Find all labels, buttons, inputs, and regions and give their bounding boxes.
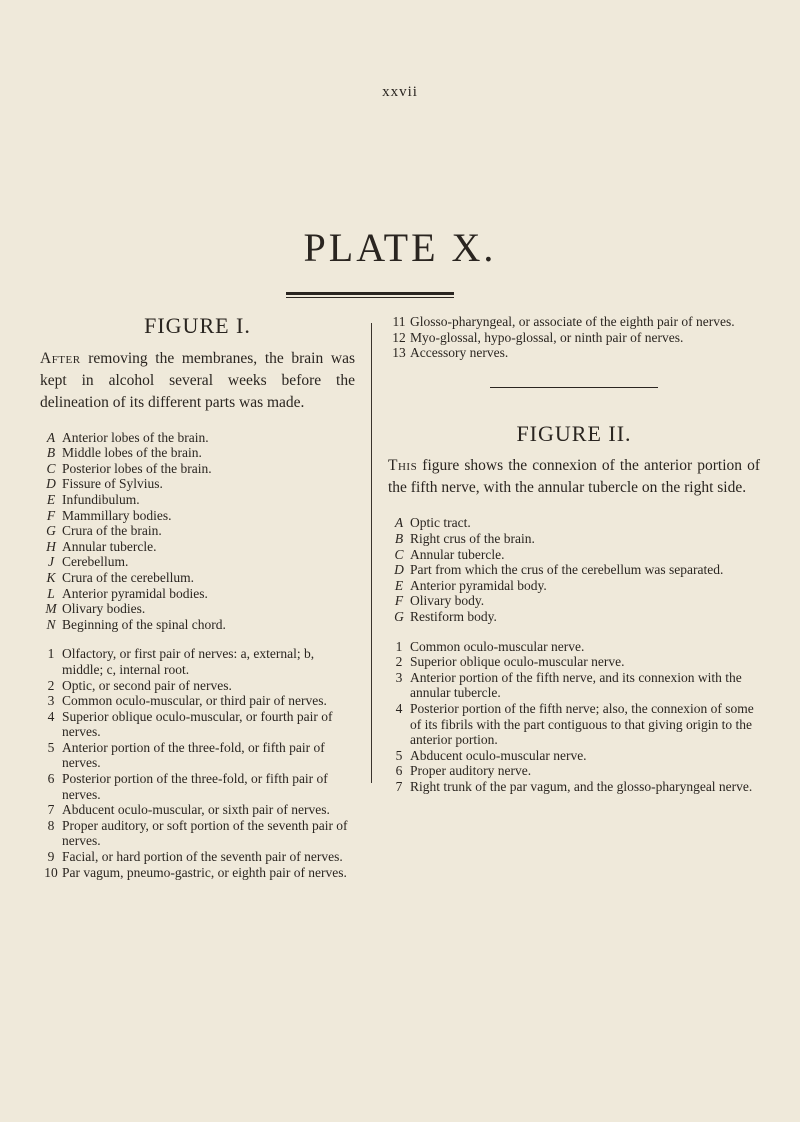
- legend-key: 4: [47, 708, 55, 724]
- legend-key: J: [48, 554, 54, 570]
- figure-2-intro: [388, 455, 760, 499]
- legend-key: G: [394, 608, 404, 624]
- legend-item: [40, 678, 355, 694]
- legend-key: C: [46, 460, 56, 476]
- title-rule-thin: [286, 297, 454, 298]
- legend-key: B: [394, 530, 404, 546]
- legend-key: L: [47, 585, 55, 601]
- legend-text: Anterior portion of the three-fold, or fifth pair of nerves.: [62, 739, 325, 771]
- legend-item: [40, 771, 355, 802]
- legend-key: 12: [392, 329, 406, 345]
- legend-text: Anterior pyramidal bodies.: [62, 585, 208, 601]
- legend-text: Olivary bodies.: [62, 601, 146, 617]
- legend-item: [40, 492, 355, 508]
- figure-1-heading: FIGURE I.: [144, 313, 251, 338]
- column-divider: [371, 323, 372, 783]
- legend-key: E: [46, 491, 56, 507]
- legend-item: [40, 554, 355, 570]
- figure-1-intro: [40, 348, 355, 414]
- legend-item: [40, 709, 355, 740]
- legend-text: Olivary body.: [410, 593, 485, 609]
- legend-item: [40, 539, 355, 555]
- legend-item: [40, 865, 355, 881]
- legend-key: 2: [395, 654, 403, 670]
- legend-item: [388, 779, 760, 795]
- figure-2-heading: FIGURE II.: [516, 420, 632, 446]
- legend-text: Right trunk of the par vagum, and the glosso-pharyngeal nerve.: [410, 778, 753, 794]
- legend-text: Posterior portion of the three-fold, or fifth pair of nerves.: [62, 771, 328, 802]
- figure-2-intro-lead: This: [388, 457, 418, 475]
- legend-item: [40, 802, 355, 818]
- legend-text: Crura of the cerebellum.: [62, 569, 194, 585]
- legend-item: [40, 570, 355, 586]
- legend-text: Beginning of the spinal chord.: [62, 616, 226, 632]
- legend-text: Proper auditory nerve.: [410, 763, 532, 779]
- legend-text: Part from which the crus of the cerebellum was separated.: [410, 562, 724, 578]
- figure-1-letter-legend: [40, 430, 355, 633]
- figure-1-intro-lead: After: [40, 349, 81, 367]
- legend-item: [388, 670, 760, 701]
- legend-text: Mammillary bodies.: [62, 507, 172, 523]
- legend-key: 2: [47, 677, 55, 693]
- legend-item: [40, 818, 355, 849]
- legend-key: D: [394, 562, 404, 578]
- legend-text: Abducent oculo-muscular, or sixth pair of nerves.: [62, 802, 330, 818]
- figure-1-number-legend-continued: [388, 314, 760, 361]
- legend-text: Optic, or second pair of nerves.: [62, 677, 232, 693]
- legend-key: 1: [395, 638, 403, 654]
- legend-text: Cerebellum.: [62, 554, 129, 570]
- legend-text: Annular tubercle.: [410, 546, 505, 562]
- figure-2-number-legend: [388, 639, 760, 795]
- legend-text: Accessory nerves.: [410, 345, 509, 361]
- legend-key: D: [46, 476, 56, 492]
- legend-item: [40, 586, 355, 602]
- legend-item: [388, 531, 760, 547]
- legend-text: Fissure of Sylvius.: [62, 476, 163, 492]
- legend-item: [40, 508, 355, 524]
- legend-text: Posterior lobes of the brain.: [62, 460, 212, 476]
- legend-text: Myo-glossal, hypo-glossal, or ninth pair of nerves.: [410, 329, 684, 345]
- legend-key: F: [46, 507, 56, 523]
- right-column: [388, 314, 760, 794]
- legend-text: Anterior pyramidal body.: [410, 577, 547, 593]
- legend-key: 1: [47, 646, 55, 662]
- page-number: xxvii: [382, 84, 418, 100]
- legend-key: 3: [395, 669, 403, 685]
- legend-key: C: [394, 546, 404, 562]
- legend-text: Proper auditory, or soft portion of the seventh pair of nerves.: [62, 817, 348, 849]
- legend-key: F: [394, 593, 404, 609]
- legend-text: Anterior lobes of the brain.: [62, 429, 209, 445]
- figure-1-intro-text: removing the membranes, the brain was kept in alcohol several weeks before the delineation of its different parts was made.: [40, 349, 355, 411]
- legend-item: [40, 523, 355, 539]
- legend-item: [388, 748, 760, 764]
- legend-item: [40, 646, 355, 677]
- figure-1-number-legend: [40, 646, 355, 880]
- legend-text: Infundibulum.: [62, 491, 140, 507]
- legend-key: 6: [47, 771, 55, 787]
- legend-item: [388, 547, 760, 563]
- legend-key: 4: [395, 700, 403, 716]
- legend-key: 5: [47, 739, 55, 755]
- legend-key: 9: [47, 849, 55, 865]
- title-rule: [286, 292, 454, 295]
- legend-item: [388, 639, 760, 655]
- legend-text: Facial, or hard portion of the seventh pair of nerves.: [62, 849, 343, 865]
- legend-item: [388, 701, 760, 748]
- legend-item: [388, 609, 760, 625]
- legend-item: [388, 763, 760, 779]
- legend-key: A: [46, 429, 56, 445]
- legend-item: [388, 654, 760, 670]
- legend-text: Optic tract.: [410, 515, 471, 531]
- legend-key: 3: [47, 693, 55, 709]
- figure-2-letter-legend: [388, 515, 760, 624]
- section-rule: [490, 387, 658, 388]
- legend-key: 13: [392, 345, 406, 361]
- legend-item: [388, 345, 760, 361]
- legend-key: 10: [44, 864, 58, 880]
- legend-key: H: [46, 538, 56, 554]
- legend-item: [40, 617, 355, 633]
- legend-key: 8: [47, 817, 55, 833]
- legend-key: 5: [395, 747, 403, 763]
- legend-key: B: [46, 445, 56, 461]
- legend-item: [40, 693, 355, 709]
- legend-item: [40, 849, 355, 865]
- legend-item: [40, 601, 355, 617]
- legend-key: E: [394, 577, 404, 593]
- legend-text: Olfactory, or first pair of nerves: a, external; b, middle; c, internal root.: [62, 646, 315, 677]
- legend-text: Superior oblique oculo-muscular nerve.: [410, 654, 625, 670]
- legend-text: Posterior portion of the fifth nerve; also, the connexion of some of its fibrils with the part contiguous to that giving origin to the anterior portion.: [410, 700, 754, 748]
- legend-item: [388, 314, 760, 330]
- legend-text: Restiform body.: [410, 608, 497, 624]
- legend-item: [388, 578, 760, 594]
- legend-item: [40, 740, 355, 771]
- legend-key: 6: [395, 763, 403, 779]
- legend-key: K: [46, 569, 56, 585]
- legend-key: 7: [47, 802, 55, 818]
- legend-key: A: [394, 515, 404, 531]
- legend-key: 11: [392, 314, 406, 329]
- legend-item: [40, 430, 355, 446]
- legend-text: Middle lobes of the brain.: [62, 445, 202, 461]
- legend-text: Common oculo-muscular nerve.: [410, 638, 585, 654]
- plate-title: PLATE X.: [303, 225, 497, 270]
- legend-text: Anterior portion of the fifth nerve, and its connexion with the annular tubercle.: [410, 669, 742, 701]
- legend-text: Crura of the brain.: [62, 523, 162, 539]
- legend-item: [40, 476, 355, 492]
- legend-key: 7: [395, 778, 403, 794]
- legend-text: Glosso-pharyngeal, or associate of the eighth pair of nerves.: [410, 314, 735, 329]
- legend-item: [388, 515, 760, 531]
- figure-2-intro-text: figure shows the connexion of the anterior portion of the fifth nerve, with the annular tubercle on the right side.: [388, 457, 760, 497]
- legend-text: Abducent oculo-muscular nerve.: [410, 747, 587, 763]
- legend-key: N: [46, 616, 56, 632]
- legend-key: M: [45, 601, 57, 617]
- legend-text: Common oculo-muscular, or third pair of nerves.: [62, 693, 327, 709]
- legend-item: [388, 562, 760, 578]
- left-column: [40, 313, 355, 880]
- legend-text: Annular tubercle.: [62, 538, 157, 554]
- legend-text: Superior oblique oculo-muscular, or fourth pair of nerves.: [62, 708, 333, 740]
- legend-item: [388, 593, 760, 609]
- legend-text: Right crus of the brain.: [410, 530, 535, 546]
- legend-item: [388, 330, 760, 346]
- legend-item: [40, 461, 355, 477]
- legend-key: G: [46, 523, 56, 539]
- legend-item: [40, 445, 355, 461]
- legend-text: Par vagum, pneumo-gastric, or eighth pair of nerves.: [62, 864, 347, 880]
